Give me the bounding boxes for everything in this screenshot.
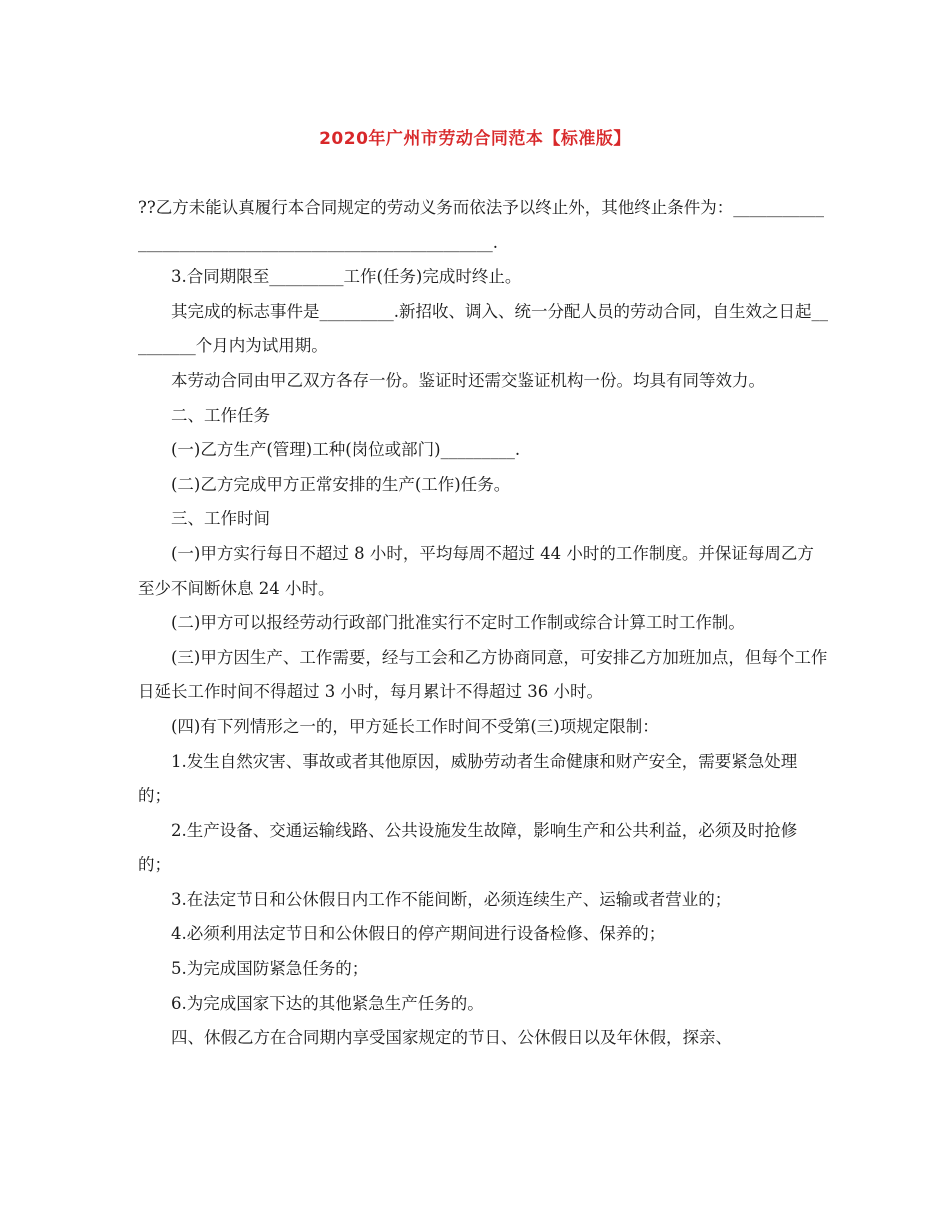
document-paragraph: (二)乙方完成甲方正常安排的生产(工作)任务。 — [171, 474, 511, 494]
document-paragraph: 1.发生自然灾害、事故或者其他原因，威胁劳动者生命健康和财产安全，需要紧急处理的； — [138, 751, 798, 806]
document-paragraph: (一)甲方实行每日不超过 8 小时，平均每周不超过 44 小时的工作制度。并保证每周乙方至少不间断休息 24 小时。 — [138, 543, 814, 598]
document-paragraph: 2.生产设备、交通运输线路、公共设施发生故障，影响生产和公共利益，必须及时抢修的； — [138, 820, 798, 875]
document-paragraph: ??乙方未能认真履行本合同规定的劳动义务而依法予以终止外，其他终止条件为：______________________________________________________. — [138, 198, 824, 252]
document-paragraph: (四)有下列情形之一的，甲方延长工作时间不受第(三)项规定限制： — [171, 716, 659, 736]
document-paragraph: (一)乙方生产(管理)工种(岗位或部门)_________. — [171, 440, 521, 460]
document-paragraph: 4.必须利用法定节日和公休假日的停产期间进行设备检修、保养的； — [171, 924, 666, 944]
document-paragraph: 二、工作任务 — [171, 405, 270, 425]
document-body — [138, 191, 828, 1056]
document-title: 2020年广州市劳动合同范本【标准版】 — [319, 129, 631, 149]
document-paragraph: 3.在法定节日和公休假日内工作不能间断，必须连续生产、运输或者营业的； — [171, 889, 732, 909]
document-paragraph: 其完成的标志事件是_________.新招收、调入、统一分配人员的劳动合同，自生效之日起_________个月内为试用期。 — [138, 301, 828, 356]
document-paragraph: 本劳动合同由甲乙双方各存一份。鉴证时还需交鉴证机构一份。均具有同等效力。 — [171, 370, 765, 390]
document-paragraph: 6.为完成国家下达的其他紧急生产任务的。 — [171, 993, 484, 1013]
document-paragraph: 3.合同期限至_________工作(任务)完成时终止。 — [171, 267, 522, 287]
document-paragraph: (三)甲方因生产、工作需要，经与工会和乙方协商同意，可安排乙方加班加点，但每个工作日延长工作时间不得超过 3 小时，每月累计不得超过 36 小时。 — [138, 647, 828, 702]
document-paragraph: 5.为完成国防紧急任务的； — [171, 959, 369, 979]
document-paragraph: 四、休假乙方在合同期内享受国家规定的节日、公休假日以及年休假，探亲、 — [171, 1028, 732, 1048]
document-paragraph: (二)甲方可以报经劳动行政部门批准实行不定时工作制或综合计算工时工作制。 — [171, 613, 745, 633]
document-paragraph: 三、工作时间 — [171, 509, 270, 529]
